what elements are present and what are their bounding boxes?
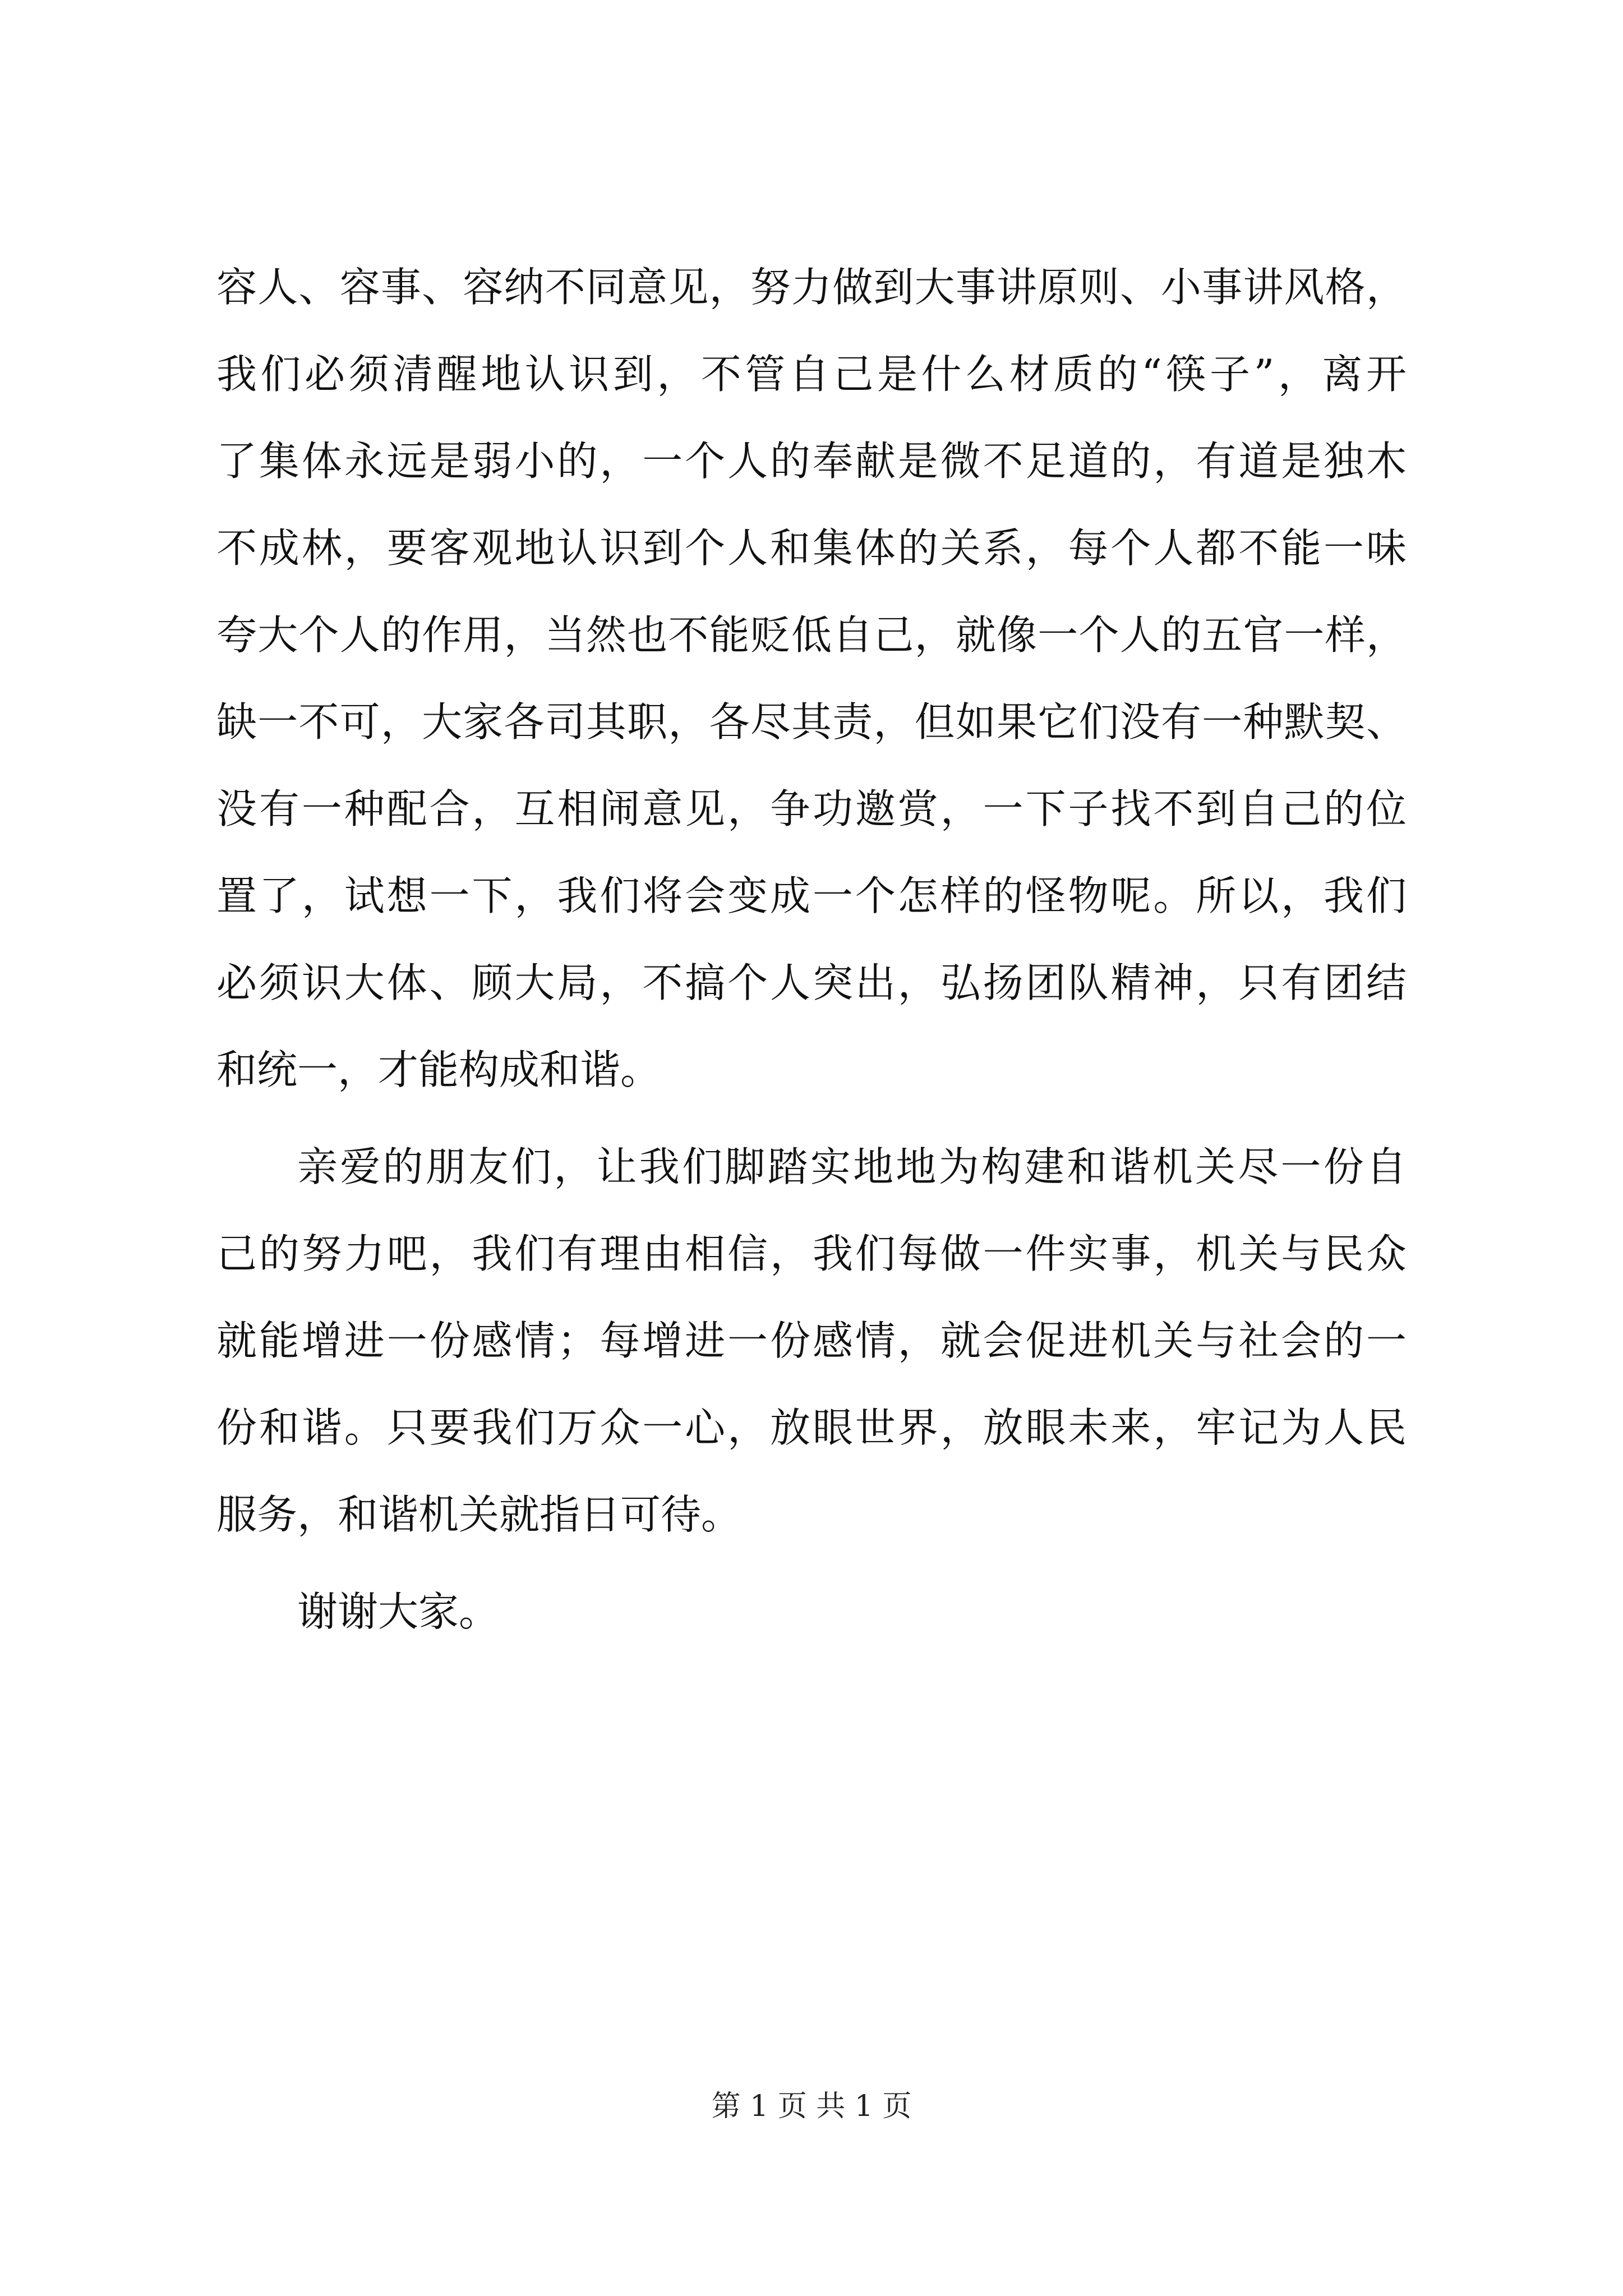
paragraph-2 [216, 1124, 1407, 1558]
paragraph-line: 亲爱的朋友们，让我们脚踏实地地为构建和谐机关尽一份自 [297, 1143, 1407, 1190]
paragraph-line: 缺一不可，大家各司其职，各尽其责，但如果它们没有一种默契、 [216, 698, 1407, 746]
paragraph-line: 谢谢大家。 [297, 1588, 500, 1635]
paragraph-gap [216, 1558, 1407, 1568]
paragraph-line: 置了，试想一下，我们将会变成一个怎样的怪物呢。所以，我们 [216, 872, 1407, 919]
paragraph-1 [216, 244, 1407, 1114]
paragraph-line: 就能增进一份感情；每增进一份感情，就会促进机关与社会的一 [216, 1317, 1407, 1364]
paragraph-line: 我们必须清醒地认识到，不管自己是什么材质的“筷子”，离开 [216, 351, 1407, 398]
paragraph-line: 和统一，才能构成和谐。 [216, 1046, 661, 1093]
paragraph-line: 己的努力吧，我们有理由相信，我们每做一件实事，机关与民众 [216, 1230, 1407, 1277]
paragraph-line: 必须识大体、顾大局，不搞个人突出，弘扬团队精神，只有团结 [216, 959, 1407, 1006]
paragraph-line: 了集体永远是弱小的，一个人的奉献是微不足道的，有道是独木 [216, 438, 1407, 485]
paragraph-line: 容人、容事、容纳不同意见，努力做到大事讲原则、小事讲风格， [216, 264, 1407, 311]
page-footer: 第 1 页 共 1 页 [711, 2090, 912, 2123]
paragraph-line: 夸大个人的作用，当然也不能贬低自己，就像一个人的五官一样， [216, 611, 1407, 659]
paragraph-line: 份和谐。只要我们万众一心，放眼世界，放眼未来，牢记为人民 [216, 1404, 1407, 1451]
paragraph-line: 服务，和谐机关就指日可待。 [216, 1491, 742, 1538]
document-body [216, 244, 1407, 1655]
paragraph-3 [216, 1568, 1407, 1655]
paragraph-line: 没有一种配合，互相闹意见，争功邀赏，一下子找不到自己的位 [216, 785, 1407, 832]
paragraph-line: 不成林，要客观地认识到个人和集体的关系，每个人都不能一味 [216, 524, 1407, 572]
paragraph-gap [216, 1114, 1407, 1124]
